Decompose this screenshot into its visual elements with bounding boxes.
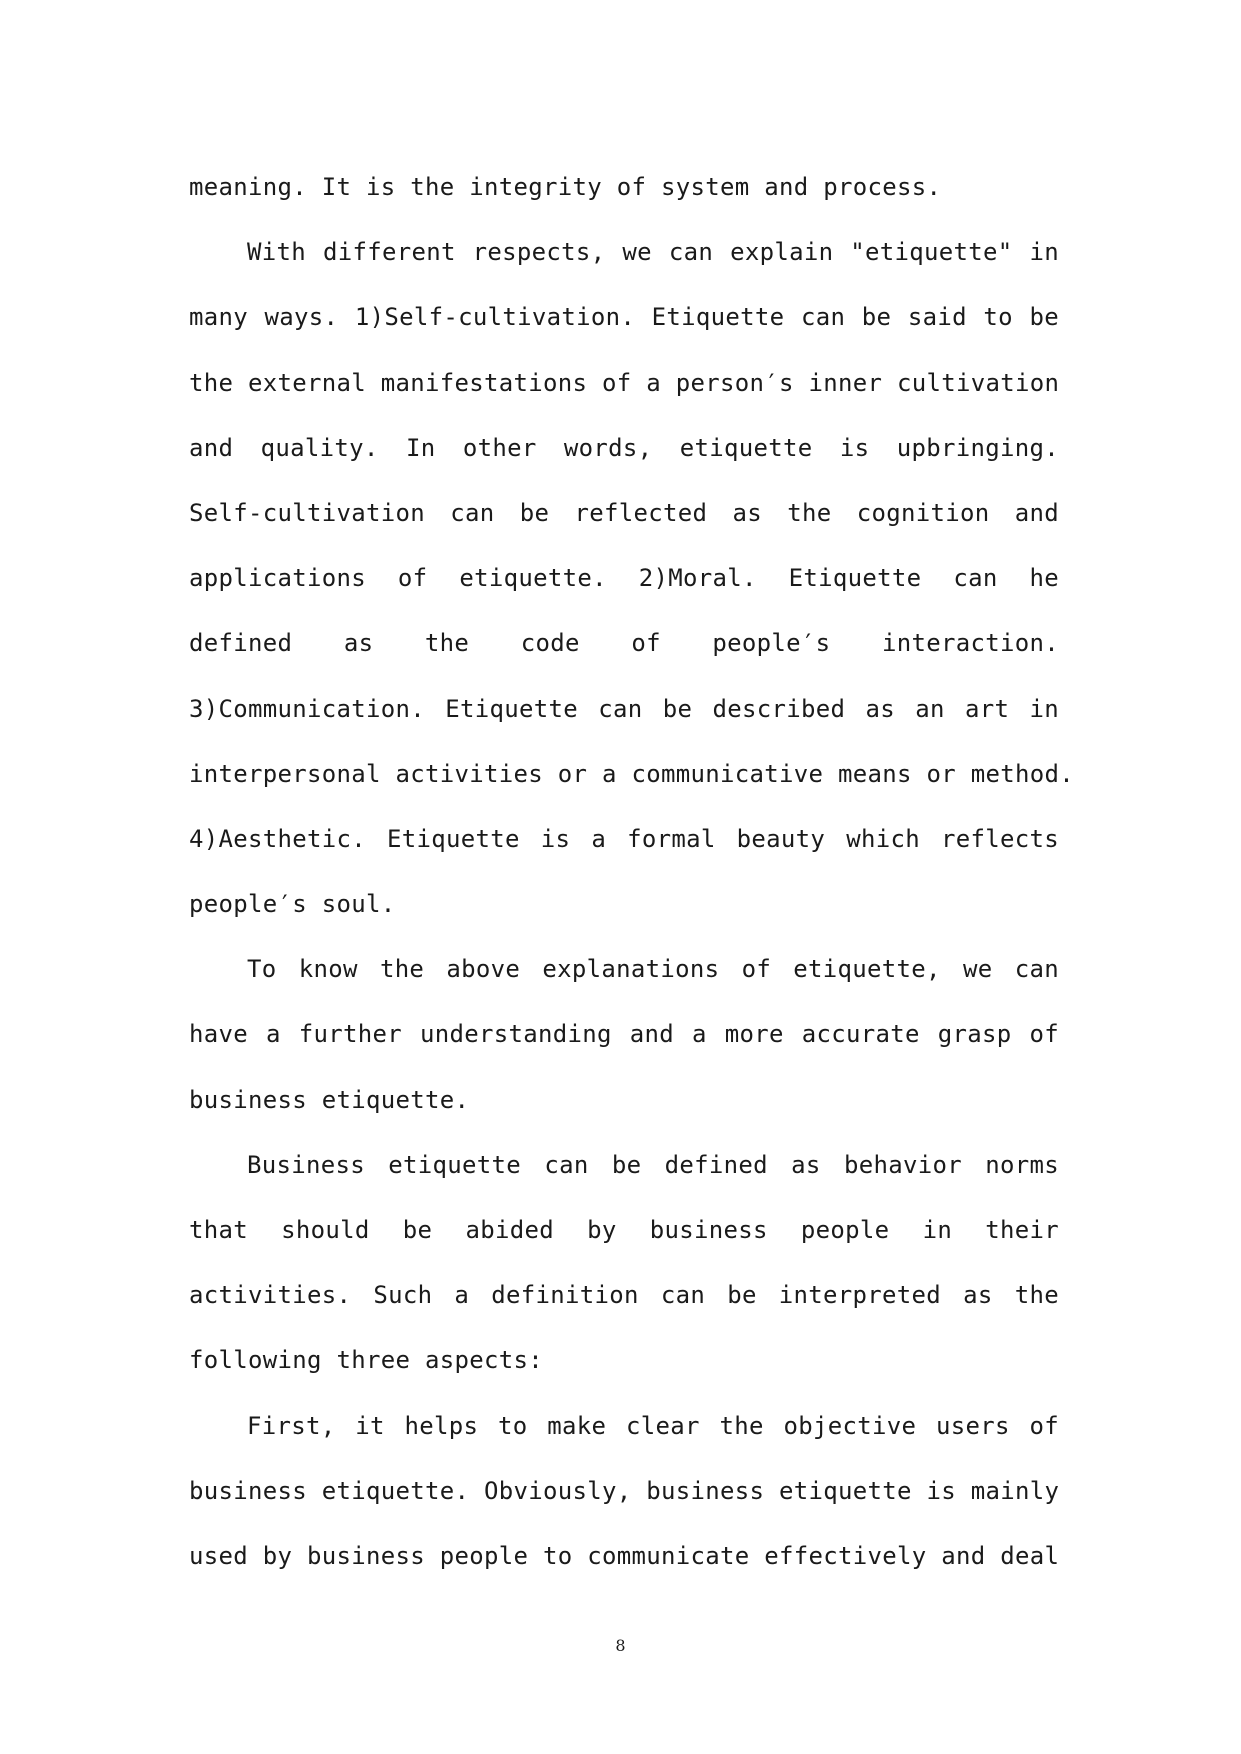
text-line: and quality. In other words, etiquette is upbringing.	[189, 433, 1059, 462]
text-line: business etiquette. Obviously, business etiquette is mainly	[189, 1476, 1060, 1505]
text-line: meaning. It is the integrity of system and process.	[189, 173, 942, 201]
text-line: business etiquette.	[189, 1085, 470, 1114]
text-line: defined as the code of people′s interaction.	[189, 629, 1059, 658]
text-line: following three aspects:	[189, 1346, 543, 1375]
text-line: used by business people to communicate effectively and deal	[189, 1541, 1060, 1570]
text-line: To know the above explanations of etiquette, we can	[247, 955, 1059, 984]
text-line: have a further understanding and a more accurate grasp of	[189, 1020, 1059, 1049]
text-line: interpersonal activities or a communicative means or method.	[189, 759, 1074, 788]
text-line: 4)Aesthetic. Etiquette is a formal beauty which reflects	[189, 824, 1059, 853]
text-line: that should be abided by business people in their	[189, 1216, 1059, 1244]
text-line: With different respects, we can explain "etiquette" in	[247, 238, 1059, 267]
text-line: activities. Such a definition can be interpreted as the	[189, 1281, 1059, 1310]
text-line: Business etiquette can be defined as behavior norms	[247, 1150, 1059, 1179]
text-line: Self-cultivation can be reflected as the cognition and	[189, 498, 1059, 527]
text-line: the external manifestations of a person′s inner cultivation	[189, 368, 1060, 397]
text-line: 3)Communication. Etiquette can be described as an art in	[189, 694, 1059, 723]
page-number: 8	[615, 1636, 626, 1655]
text-line: applications of etiquette. 2)Moral. Etiquette can he	[189, 564, 1059, 593]
text-line: people′s soul.	[189, 890, 396, 919]
body-text	[189, 155, 1074, 1589]
text-line: many ways. 1)Self-cultivation. Etiquette can be said to be	[189, 303, 1059, 332]
text-line: First, it helps to make clear the objective users of	[247, 1411, 1059, 1440]
